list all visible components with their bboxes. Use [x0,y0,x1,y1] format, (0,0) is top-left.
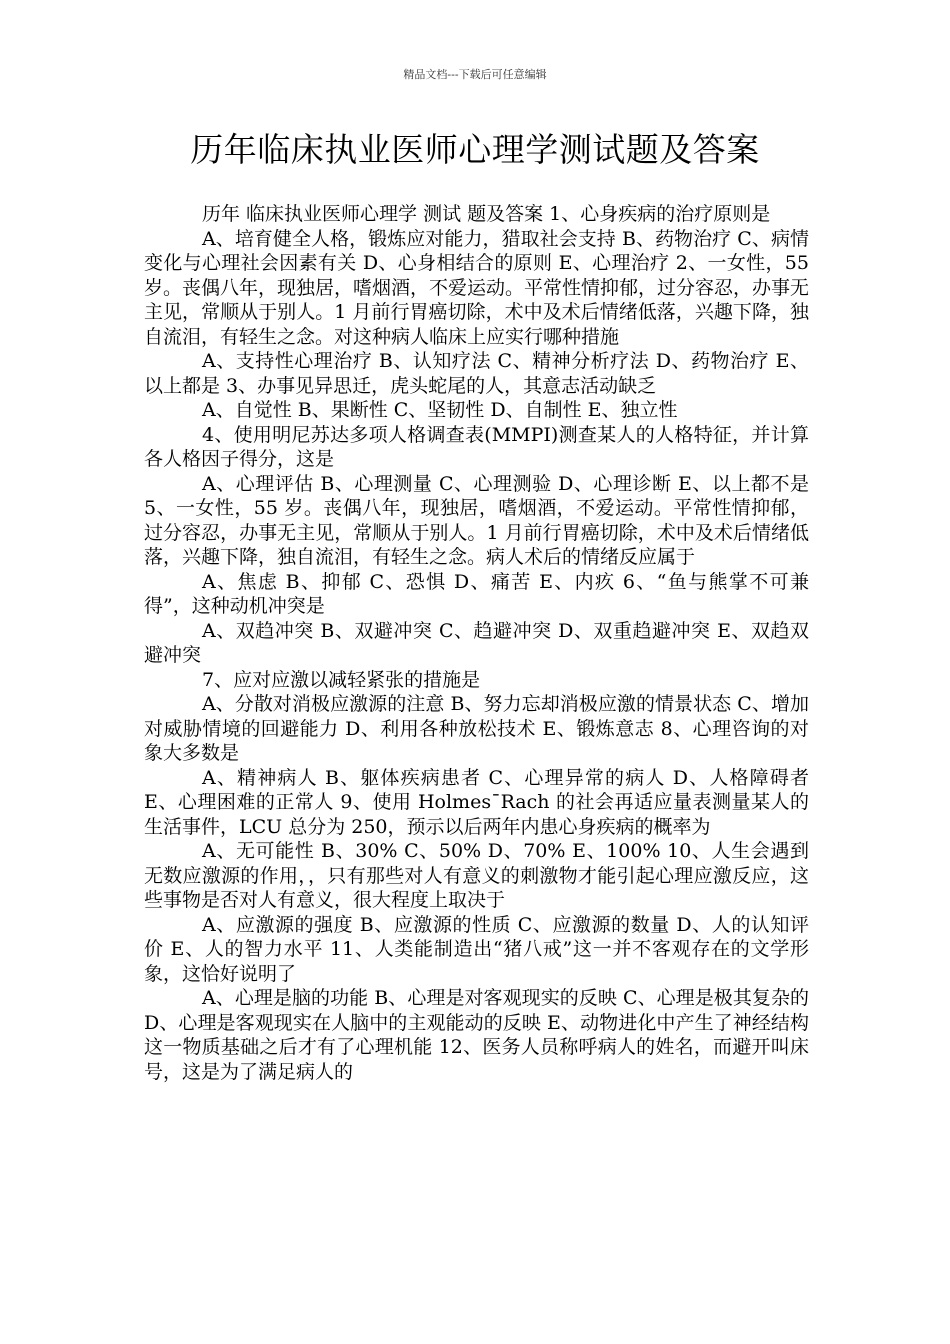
paragraph: A、自觉性 B、果断性 C、坚韧性 D、自制性 E、独立性 [202,399,678,421]
paragraph: A、双趋冲突 B、双避冲突 C、趋避冲突 D、双重趋避冲突 E、双趋双避冲突 [144,619,809,666]
paragraph: 历年 临床执业医师心理学 测试 题及答案 1、心身疾病的治疗原则是 [202,203,771,225]
paragraph: A、应激源的强度 B、应激源的性质 C、应激源的数量 D、人的认知评价 E、人的智力水平 11、人类能制造出“猪八戒”这一并不客观存在的文学形象，这恰好说明了 [144,913,809,985]
paragraph: A、心理是脑的功能 B、心理是对客观现实的反映 C、心理是极其复杂的 D、心理是客观现实在人脑中的主观能动的反映 E、动物进化中产生了神经结构这一物质基础之后才有了心理机能 12、医务人员称呼病人的姓名，而避开叫床号，这是为了满足病人的 [144,987,809,1083]
paragraph: A、分散对消极应激源的注意 B、努力忘却消极应激的情景状态 C、增加对威胁情境的回避能力 D、利用各种放松技术 E、锻炼意志 8、心理咨询的对象大多数是 [144,693,809,764]
paragraph: A、心理评估 B、心理测量 C、心理测验 D、心理诊断 E、以上都不是 5、一女性，55 岁。丧偶八年，现独居，嗜烟酒，不爱运动。平常性情抑郁，过分容忍，办事无主见，常顺从于别人。1 月前行胃癌切除，术中及术后情绪低落，兴趣下降，独自流泪，有轻生之念。病人术后的情绪反应属于 [144,472,809,568]
paragraph: A、焦虑 B、抑郁 C、恐惧 D、痛苦 E、内疚 6、“鱼与熊掌不可兼得”，这种动机冲突是 [144,570,809,617]
paragraph: 7、应对应激以减轻紧张的措施是 [202,668,481,691]
page-header-note: 精品文档---下载后可任意编辑 [403,68,547,81]
document-title: 历年临床执业医师心理学测试题及答案 [190,130,760,169]
paragraph: A、精神病人 B、躯体疾病患者 C、心理异常的病人 D、人格障碍者 E、心理困难的正常人 9、使用 Holmes¯Rach 的社会再适应量表测量某人的生活事件，LCU 总分为 250，预示以后两年内患心身疾病的概率为 [144,766,809,838]
paragraph: 4、使用明尼苏达多项人格调查表(MMPI)测查某人的人格特征，并计算各人格因子得分，这是 [144,423,809,470]
paragraph: A、培育健全人格，锻炼应对能力，猎取社会支持 B、药物治疗 C、病情变化与心理社会因素有关 D、心身相结合的原则 E、心理治疗 2、一女性，55 岁。丧偶八年，现独居，嗜烟酒，不爱运动。平常性情抑郁，过分容忍，办事无主见，常顺从于别人。1 月前行胃癌切除，术中及术后情绪低落，兴趣下降，独自流泪，有轻生之念。对这种病人临床上应实行哪种措施 [144,227,810,348]
paragraph: A、支持性心理治疗 B、认知疗法 C、精神分析疗法 D、药物治疗 E、以上都是 3、办事见异思迁，虎头蛇尾的人，其意志活动缺乏 [144,350,809,397]
paragraph: A、无可能性 B、30% C、50% D、70% E、100% 10、人生会遇到无数应激源的作用，，只有那些对人有意义的刺激物才能引起心理应激反应，这些事物是否对人有意义，很大程度上取决于 [144,840,809,911]
document-body [144,202,809,1084]
